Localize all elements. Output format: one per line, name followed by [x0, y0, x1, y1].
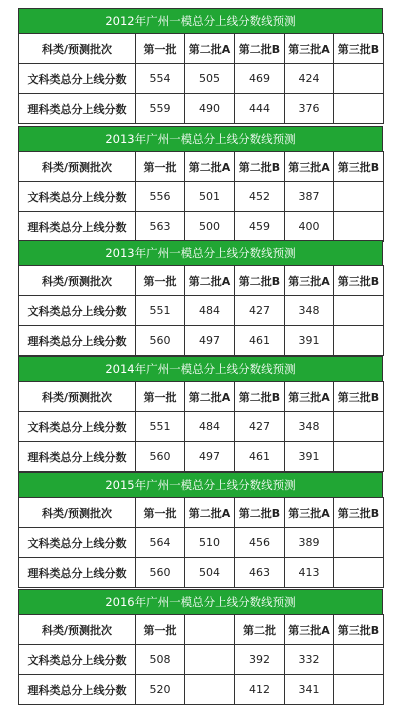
score-table-block [18, 240, 383, 356]
score-cell: 484 [185, 412, 235, 442]
column-header: 第三批B [334, 152, 384, 182]
score-cell: 461 [235, 326, 285, 356]
score-cell [334, 182, 384, 212]
row-label: 文科类总分上线分数 [19, 182, 136, 212]
score-cell [334, 326, 384, 356]
score-cell [334, 94, 384, 124]
score-cell: 424 [285, 64, 334, 94]
header-row [19, 266, 384, 296]
column-header: 第一批 [136, 152, 185, 182]
column-header: 第二批A [185, 266, 235, 296]
score-cell: 560 [136, 326, 185, 356]
table-title: 2013年广州一模总分上线分数线预测 [18, 240, 383, 265]
column-header: 第三批B [334, 382, 384, 412]
score-table-block [18, 356, 383, 472]
score-cell: 427 [235, 412, 285, 442]
score-cell: 510 [185, 528, 235, 558]
score-cell: 556 [136, 182, 185, 212]
score-cell [334, 442, 384, 472]
score-cell [334, 528, 384, 558]
column-header: 第一批 [136, 34, 185, 64]
score-cell: 500 [185, 212, 235, 242]
row-label: 文科类总分上线分数 [19, 296, 136, 326]
column-header: 科类/预测批次 [19, 498, 136, 528]
score-cell: 563 [136, 212, 185, 242]
score-cell [334, 64, 384, 94]
row-label: 文科类总分上线分数 [19, 645, 136, 675]
score-cell: 391 [285, 326, 334, 356]
table-title: 2016年广州一模总分上线分数线预测 [18, 589, 383, 614]
column-header: 第二批B [235, 498, 285, 528]
column-header: 第三批A [285, 266, 334, 296]
score-cell [334, 675, 384, 705]
table-row [19, 212, 384, 242]
table-row [19, 326, 384, 356]
score-cell: 387 [285, 182, 334, 212]
column-header: 第二批A [185, 152, 235, 182]
column-header: 第二批B [235, 34, 285, 64]
score-cell [185, 675, 235, 705]
row-label: 理科类总分上线分数 [19, 94, 136, 124]
header-row [19, 615, 384, 645]
score-cell [334, 645, 384, 675]
score-cell: 564 [136, 528, 185, 558]
score-table [18, 497, 384, 588]
row-label: 理科类总分上线分数 [19, 558, 136, 588]
score-table-block [18, 126, 383, 242]
column-header: 科类/预测批次 [19, 266, 136, 296]
table-row [19, 94, 384, 124]
score-cell: 497 [185, 442, 235, 472]
score-cell: 520 [136, 675, 185, 705]
score-table [18, 151, 384, 242]
score-cell: 469 [235, 64, 285, 94]
column-header: 第一批 [136, 382, 185, 412]
score-table-block [18, 589, 383, 705]
row-label: 文科类总分上线分数 [19, 64, 136, 94]
score-cell [334, 212, 384, 242]
score-table [18, 33, 384, 124]
score-cell: 376 [285, 94, 334, 124]
table-row [19, 442, 384, 472]
score-cell: 560 [136, 442, 185, 472]
column-header: 第三批A [285, 498, 334, 528]
column-header: 第二批A [185, 498, 235, 528]
score-cell: 348 [285, 412, 334, 442]
table-row [19, 528, 384, 558]
column-header: 第三批A [285, 34, 334, 64]
score-cell: 444 [235, 94, 285, 124]
score-cell: 452 [235, 182, 285, 212]
score-table [18, 381, 384, 472]
column-header: 科类/预测批次 [19, 615, 136, 645]
column-header: 第一批 [136, 498, 185, 528]
score-cell: 341 [285, 675, 334, 705]
score-cell [185, 645, 235, 675]
score-cell: 505 [185, 64, 235, 94]
column-header: 科类/预测批次 [19, 34, 136, 64]
score-table-block [18, 472, 383, 588]
score-cell: 497 [185, 326, 235, 356]
table-title: 2014年广州一模总分上线分数线预测 [18, 356, 383, 381]
column-header: 第三批B [334, 498, 384, 528]
table-row [19, 645, 384, 675]
table-row [19, 296, 384, 326]
table-row [19, 64, 384, 94]
header-row [19, 152, 384, 182]
score-cell: 427 [235, 296, 285, 326]
row-label: 理科类总分上线分数 [19, 675, 136, 705]
column-header: 第二批B [235, 382, 285, 412]
score-cell: 490 [185, 94, 235, 124]
score-cell [334, 296, 384, 326]
score-cell: 391 [285, 442, 334, 472]
score-table-block [18, 8, 383, 124]
table-title: 2015年广州一模总分上线分数线预测 [18, 472, 383, 497]
table-row [19, 675, 384, 705]
row-label: 文科类总分上线分数 [19, 412, 136, 442]
score-cell: 554 [136, 64, 185, 94]
score-cell: 461 [235, 442, 285, 472]
column-header: 第三批B [334, 615, 384, 645]
score-cell: 463 [235, 558, 285, 588]
column-header: 第二批 [235, 615, 285, 645]
header-row [19, 498, 384, 528]
score-cell: 348 [285, 296, 334, 326]
score-cell: 392 [235, 645, 285, 675]
column-header [185, 615, 235, 645]
column-header: 第三批A [285, 382, 334, 412]
score-cell: 400 [285, 212, 334, 242]
table-title: 2012年广州一模总分上线分数线预测 [18, 8, 383, 33]
score-cell: 551 [136, 296, 185, 326]
row-label: 理科类总分上线分数 [19, 212, 136, 242]
column-header: 第一批 [136, 266, 185, 296]
column-header: 第一批 [136, 615, 185, 645]
score-cell: 501 [185, 182, 235, 212]
column-header: 第二批B [235, 266, 285, 296]
table-row [19, 412, 384, 442]
score-cell: 508 [136, 645, 185, 675]
score-cell [334, 412, 384, 442]
table-title: 2013年广州一模总分上线分数线预测 [18, 126, 383, 151]
score-cell: 560 [136, 558, 185, 588]
score-cell: 332 [285, 645, 334, 675]
column-header: 第三批A [285, 152, 334, 182]
column-header: 科类/预测批次 [19, 382, 136, 412]
table-row [19, 558, 384, 588]
score-cell: 456 [235, 528, 285, 558]
score-cell: 551 [136, 412, 185, 442]
score-cell: 484 [185, 296, 235, 326]
column-header: 第二批B [235, 152, 285, 182]
score-cell: 389 [285, 528, 334, 558]
score-table [18, 265, 384, 356]
score-cell: 412 [235, 675, 285, 705]
score-cell: 413 [285, 558, 334, 588]
row-label: 文科类总分上线分数 [19, 528, 136, 558]
score-cell: 559 [136, 94, 185, 124]
column-header: 第三批B [334, 266, 384, 296]
table-row [19, 182, 384, 212]
column-header: 第二批A [185, 382, 235, 412]
score-table [18, 614, 384, 705]
row-label: 理科类总分上线分数 [19, 442, 136, 472]
header-row [19, 34, 384, 64]
column-header: 第三批B [334, 34, 384, 64]
column-header: 第二批A [185, 34, 235, 64]
header-row [19, 382, 384, 412]
score-cell: 504 [185, 558, 235, 588]
row-label: 理科类总分上线分数 [19, 326, 136, 356]
column-header: 科类/预测批次 [19, 152, 136, 182]
score-cell: 459 [235, 212, 285, 242]
score-cell [334, 558, 384, 588]
column-header: 第三批A [285, 615, 334, 645]
